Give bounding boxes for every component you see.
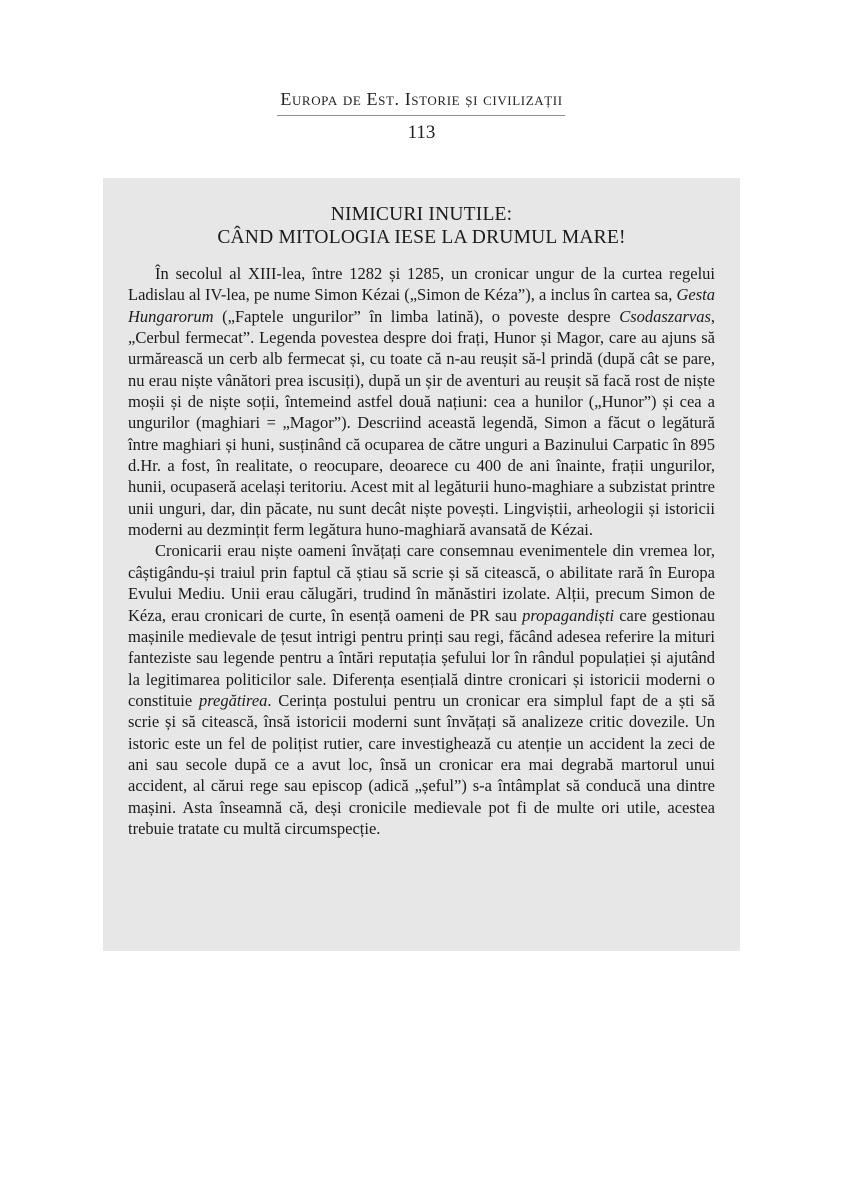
article-title-line-2: CÂND MITOLOGIA IESE LA DRUMUL MARE!	[217, 227, 626, 248]
page-number: 113	[407, 122, 436, 143]
paragraph-legend-of-hunor-and-magor: În secolul al XIII-lea, între 1282 și 1285, un cronicar ungur de la curtea regelui Ladislau al IV-lea, pe nume Simon Kézai („Simon de Kéza”), a inclus în cartea sa, Gesta Hungarorum („Faptele ungurilor” în limba latină), o poveste despre Csodaszarvas, „Cerbul fermecat”. Legenda povestea despre doi frați, Hunor și Magor, care au ajuns să urmărească un cerb alb fermecat și, cu toate că n-au reușit să-l prindă (după cât se pare, nu erau niște vânători prea iscusiți), după un șir de aventuri au reușit să facă rost de niște moșii și de niște soții, întemeind astfel două națiuni: cea a hunilor („Hunor”) și cea a ungurilor (maghiari = „Magor”). Descriind această legendă, Simon a făcut o legătură între maghiari și huni, susținând că ocuparea de către unguri a Bazinului Carpatic în 895 d.Hr. a fost, în realitate, o reocupare, deoarece cu 400 de ani înainte, frații ungurilor, hunii, ocupaseră același teritoriu. Acest mit al legăturii huno-maghiare a subzistat printre unii unguri, dar, din păcate, nu sunt decât niște povești. Lingviștii, arheologii și istoricii moderni au dezmințit ferm legătura huno-maghiară avansată de Kézai.	[128, 264, 715, 540]
running-header-title: Europa de Est. Istorie și civilizații	[280, 89, 563, 109]
paragraph-chroniclers-vs-historians: Cronicarii erau niște oameni învățați care consemnau evenimentele din vremea lor, câștigându-și traiul prin faptul că știau să scrie și să citească, o abilitate rară în Europa Evului Mediu. Unii erau călugări, trudind în mănăstiri izolate. Alții, precum Simon de Kéza, erau cronicari de curte, în esență oameni de PR sau propagandiști care gestionau mașinile medievale de țesut intrigi pentru prinți sau regi, făcând adesea referire la mituri fanteziste sau legende pentru a întări reputația șefului lor în rândul populației și ajutând la legitimarea politicilor sale. Diferența esențială dintre cronicari și istoricii moderni o constituie pregătirea. Cerința postului pentru un cronicar era simplul fapt de a ști să scrie și să citească, însă istoricii moderni sunt învățați să analizeze critic dovezile. Un istoric este un fel de polițist rutier, care investighează cu atenție un accident la zeci de ani sau secole după ce a avut loc, însă un cronicar era mai degrabă martorul unui accident, al cărui rege sau episcop (adică „șeful”) s-a întâmplat să conducă una dintre mașini. Asta înseamnă că, deși cronicile medievale pot fi de multe ori utile, acestea trebuie tratate cu multă circumspecție.	[128, 541, 716, 838]
article-title	[128, 203, 715, 249]
highlighted-text-box	[103, 178, 740, 951]
article-title-line-1: NIMICURI INUTILE:	[330, 204, 513, 225]
header-rule-divider	[277, 115, 565, 116]
